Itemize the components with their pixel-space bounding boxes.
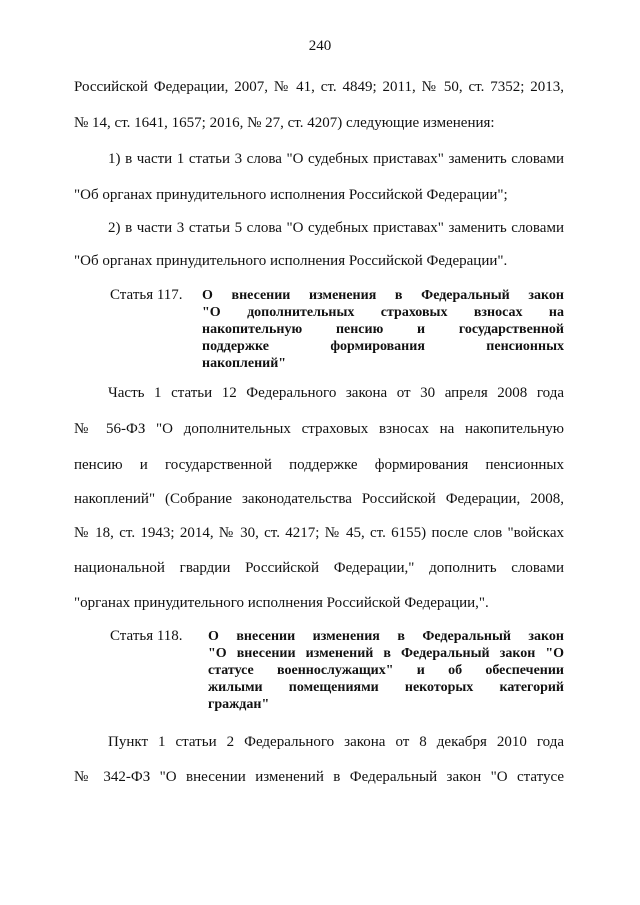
list-item-1-line: 1) в части 1 статьи 3 слова "О судебных приставах" заменить словами xyxy=(108,151,564,167)
article-title xyxy=(202,287,564,372)
article-title-line: граждан" xyxy=(208,697,270,712)
article-number: Статья 118. xyxy=(110,628,183,644)
article-title xyxy=(208,628,564,713)
article-title-line: накопительную пенсию и государственной xyxy=(202,322,564,337)
article-118-heading xyxy=(110,628,564,718)
list-item-1-line: "Об органах принудительного исполнения Российской Федерации"; xyxy=(74,187,508,203)
article-title-line: О внесении изменения в Федеральный закон xyxy=(208,629,564,644)
paragraph-line: № 56-ФЗ "О дополнительных страховых взносах на накопительную xyxy=(74,421,564,437)
paragraph-line: Пункт 1 статьи 2 Федерального закона от 8 декабря 2010 года xyxy=(108,734,564,750)
article-title-line: поддержке формирования пенсионных xyxy=(202,339,564,354)
article-number: Статья 117. xyxy=(110,287,183,303)
page-number: 240 xyxy=(308,38,332,54)
article-title-line: статусе военнослужащих" и об обеспечении xyxy=(208,663,564,678)
paragraph-line: № 342-ФЗ "О внесении изменений в Федеральный закон "О статусе xyxy=(74,769,564,785)
paragraph-line: пенсию и государственной поддержке формирования пенсионных xyxy=(74,457,564,473)
article-117-heading xyxy=(110,287,564,377)
paragraph-line: № 18, ст. 1943; 2014, № 30, ст. 4217; № 45, ст. 6155) после слов "войсках xyxy=(74,525,564,541)
article-title-line: накоплений" xyxy=(202,356,287,371)
article-title-line: "О внесении изменений в Федеральный закон "О xyxy=(208,646,564,661)
article-title-line: О внесении изменения в Федеральный закон xyxy=(202,288,564,303)
list-item-2-line: "Об органах принудительного исполнения Российской Федерации". xyxy=(74,253,508,269)
paragraph-line: Российской Федерации, 2007, № 41, ст. 4849; 2011, № 50, ст. 7352; 2013, xyxy=(74,79,564,95)
paragraph-line: № 14, ст. 1641, 1657; 2016, № 27, ст. 4207) следующие изменения: xyxy=(74,115,495,131)
article-title-line: жилыми помещениями некоторых категорий xyxy=(208,680,564,695)
article-title-line: "О дополнительных страховых взносах на xyxy=(202,305,564,320)
paragraph-line: "органах принудительного исполнения Российской Федерации,". xyxy=(74,595,489,611)
paragraph-line: накоплений" (Собрание законодательства Российской Федерации, 2008, xyxy=(74,491,564,507)
paragraph-line: Часть 1 статьи 12 Федерального закона от 30 апреля 2008 года xyxy=(108,385,564,401)
list-item-2-line: 2) в части 3 статьи 5 слова "О судебных приставах" заменить словами xyxy=(108,220,564,236)
paragraph-line: национальной гвардии Российской Федерации," дополнить словами xyxy=(74,560,564,576)
